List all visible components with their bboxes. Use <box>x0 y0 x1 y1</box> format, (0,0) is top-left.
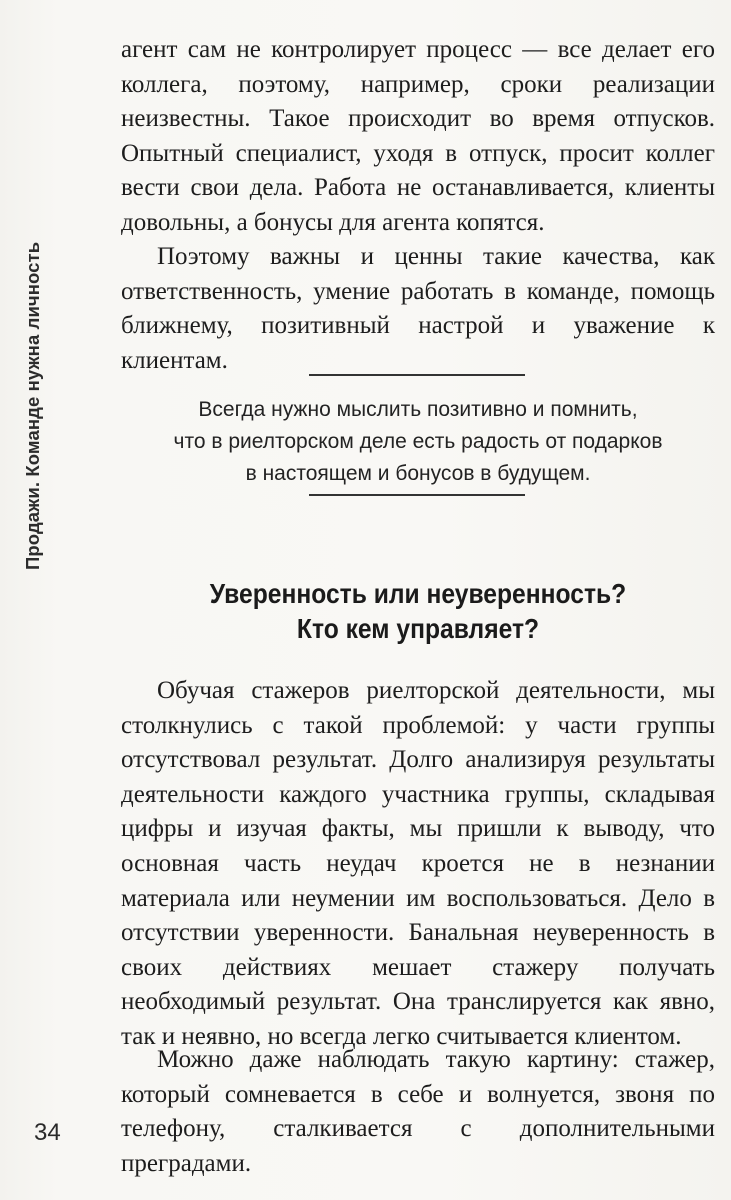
pull-quote-line: что в риелторском деле есть радость от подарков <box>173 430 663 453</box>
paragraph-example: Можно даже наблюдать такую картину: стажер, который сомневается в себе и волнуется, звоня по телефону, сталкивается с дополнительными преградами. <box>121 1046 715 1177</box>
section-heading-line-1: Уверенность или неуверенность? <box>209 578 627 609</box>
page-number: 34 <box>34 1119 61 1146</box>
pull-quote-line: в настоящем и бонусов в будущем. <box>245 462 591 485</box>
pull-quote-line: Всегда нужно мыслить позитивно и помнить, <box>198 398 638 421</box>
paragraph-qualities: Поэтому важны и ценны такие качества, как ответственность, умение работать в команде, помощь ближнему, позитивный настрой и уважение к клиентам. <box>121 243 715 374</box>
quote-rule-bottom <box>309 494 525 496</box>
paragraph-continuation: агент сам не контролирует процесс — все делает его коллега, поэтому, например, сроки реализации неизвестны. Такое происходит во время отпусков. Опытный специалист, уходя в отпуск, просит коллег вести свои дела. Работа не останавливается, клиенты довольны, а бонусы для агента копятся. <box>121 36 715 236</box>
quote-rule-top <box>309 374 525 376</box>
section-heading <box>157 576 680 646</box>
paragraph-confidence: Обучая стажеров риелторской деятельности, мы столкнулись с такой проблемой: у части группы отсутствовал результат. Долго анализируя результаты деятельности каждого участника группы, складывая цифры и изучая факты, мы пришли к выводу, что основная часть неудач кроется не в незнании материала или неумении им воспользоваться. Дело в отсутствии уверенности. Банальная неуверенность в своих действиях мешает стажеру получать необходимый результат. Она транслируется как явно, так и неявно, но всегда легко считывается клиентом. <box>121 677 715 1050</box>
pull-quote <box>133 394 703 490</box>
running-head: Продажи. Команде нужна личность <box>22 241 43 570</box>
section-heading-line-2: Кто кем управляет? <box>296 613 540 644</box>
